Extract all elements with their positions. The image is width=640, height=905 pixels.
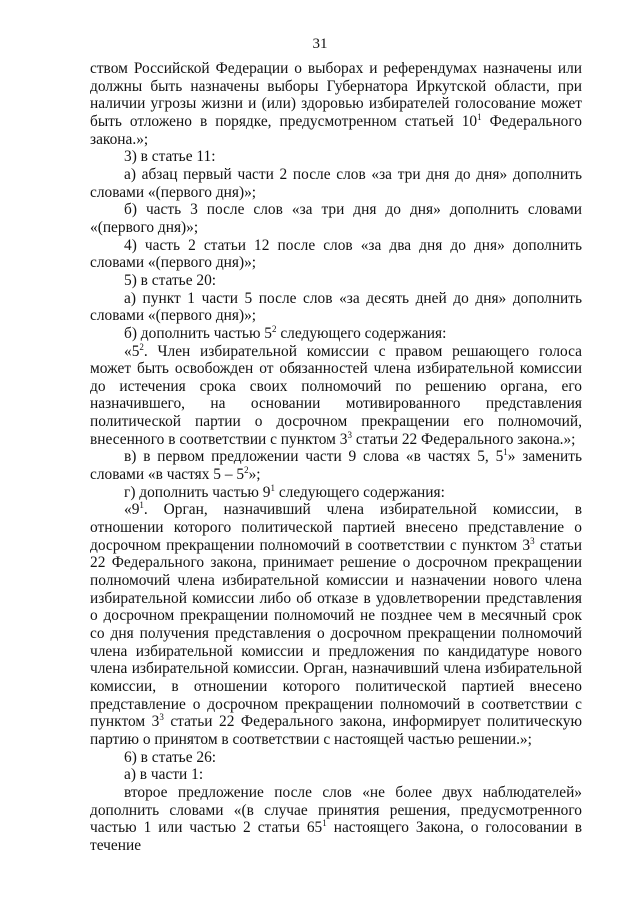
text-run: 5) в статье 20:	[124, 271, 217, 289]
text-run: г) дополнить частью 9	[124, 483, 271, 501]
paragraph	[90, 290, 582, 325]
text-run: 4) часть 2 статьи 12 после слов «за два дня до дня» дополнить словами «(первого дня)»;	[90, 236, 582, 272]
paragraph	[90, 749, 582, 767]
superscript: 2	[272, 323, 277, 334]
superscript: 1	[270, 482, 275, 493]
paragraph	[90, 325, 582, 343]
superscript: 1	[139, 500, 144, 511]
paragraph	[90, 766, 582, 784]
paragraph	[90, 343, 582, 449]
text-run: »;	[248, 466, 261, 484]
text-run: а) абзац первый части 2 после слов «за три дня до дня» дополнить словами «(первого дня)»;	[90, 165, 582, 201]
superscript: 3	[530, 535, 535, 546]
paragraph	[90, 784, 582, 855]
superscript: 2	[139, 341, 144, 352]
text-run: . Орган, назначивший члена избирательной комиссии, в отношении которого политической партией внесено представление о досрочном прекращении полномочий в соответствии с пунктом 3	[90, 501, 582, 554]
text-run: «9	[124, 501, 140, 519]
superscript: 3	[159, 712, 164, 723]
text-run: «5	[124, 342, 140, 360]
text-run: второе предложение после слов «не более двух наблюдателей» дополнить словами «(в случае принятия решения, предусмотренного частью 1 или частью 2 статьи 65	[90, 783, 582, 837]
paragraph	[90, 148, 582, 166]
text-run: в) в первом предложении части 9 слова «в частях 5, 5	[124, 448, 504, 466]
text-run: следующего содержания:	[276, 324, 447, 342]
superscript: 1	[477, 111, 482, 122]
text-run: следующего содержания:	[274, 483, 445, 501]
text-run: а) пункт 1 части 5 после слов «за десять дней до дня» дополнить словами «(первого дня)»;	[90, 289, 582, 325]
paragraph	[90, 237, 582, 272]
text-run: статьи 22 Федерального закона, информирует политическую партию о принятом в соответствии с настоящей частью решении.»;	[90, 713, 583, 748]
paragraph	[90, 484, 582, 502]
text-run: Федерального закона.»;	[90, 112, 582, 148]
paragraph	[90, 201, 582, 236]
superscript: 3	[347, 429, 352, 440]
text-run: б) часть 3 после слов «за три дня до дня» дополнить словами «(первого дня)»;	[90, 201, 582, 236]
paragraph	[90, 448, 582, 483]
superscript: 1	[503, 447, 508, 458]
paragraph	[90, 501, 582, 748]
document-body	[90, 60, 582, 855]
text-run: . Член избирательной комиссии с правом решающего голоса может быть освобожден от обязанностей члена избирательной комиссии до истечения срока своих полномочий по решению органа, его назначившего, на основании мотивированного представления политической партии о досрочном прекращении его полномочий, внесенного в соответствии с пунктом 3	[90, 342, 582, 448]
paragraph	[90, 272, 582, 290]
paragraph	[90, 60, 582, 148]
paragraph	[90, 166, 582, 201]
text-run: 6) в статье 26:	[124, 748, 217, 766]
text-run: статьи 22 Федерального закона.»;	[351, 430, 576, 448]
text-run: ством Российской Федерации о выборах и референдумах назначены или должны быть назначены выборы Губернатора Иркутской области, при наличии угрозы жизни и (или) здоровью избирателей голосование может быть отложено в порядке, предусмотренном статьей 10	[90, 60, 582, 130]
text-run: настоящего Закона, о голосовании в течение	[90, 819, 582, 854]
superscript: 1	[322, 818, 327, 829]
page-number: 31	[312, 36, 328, 52]
text-run: » заменить словами «в частях 5 – 5	[90, 448, 582, 484]
superscript: 2	[244, 465, 249, 476]
text-run: статьи 22 Федерального закона, принимает решение о досрочном прекращении полномочий члена избирательной комиссии и назначении нового члена избирательной комиссии либо об отказе в удовлетворении представления о досрочном прекращении полномочий не позднее чем в месячный срок со дня получения представления о досрочном прекращении полномочий члена избирательной комиссии и предложения по кандидатуре нового члена избирательной комиссии. Орган, назначивший члена избирательной комиссии, в отношении которого политической партией внесено представление о досрочном прекращении полномочий в соответствии с пунктом 3	[90, 536, 582, 731]
text-run: 3) в статье 11:	[124, 148, 216, 166]
text-run: а) в части 1:	[124, 766, 204, 784]
text-run: б) дополнить частью 5	[124, 324, 272, 342]
